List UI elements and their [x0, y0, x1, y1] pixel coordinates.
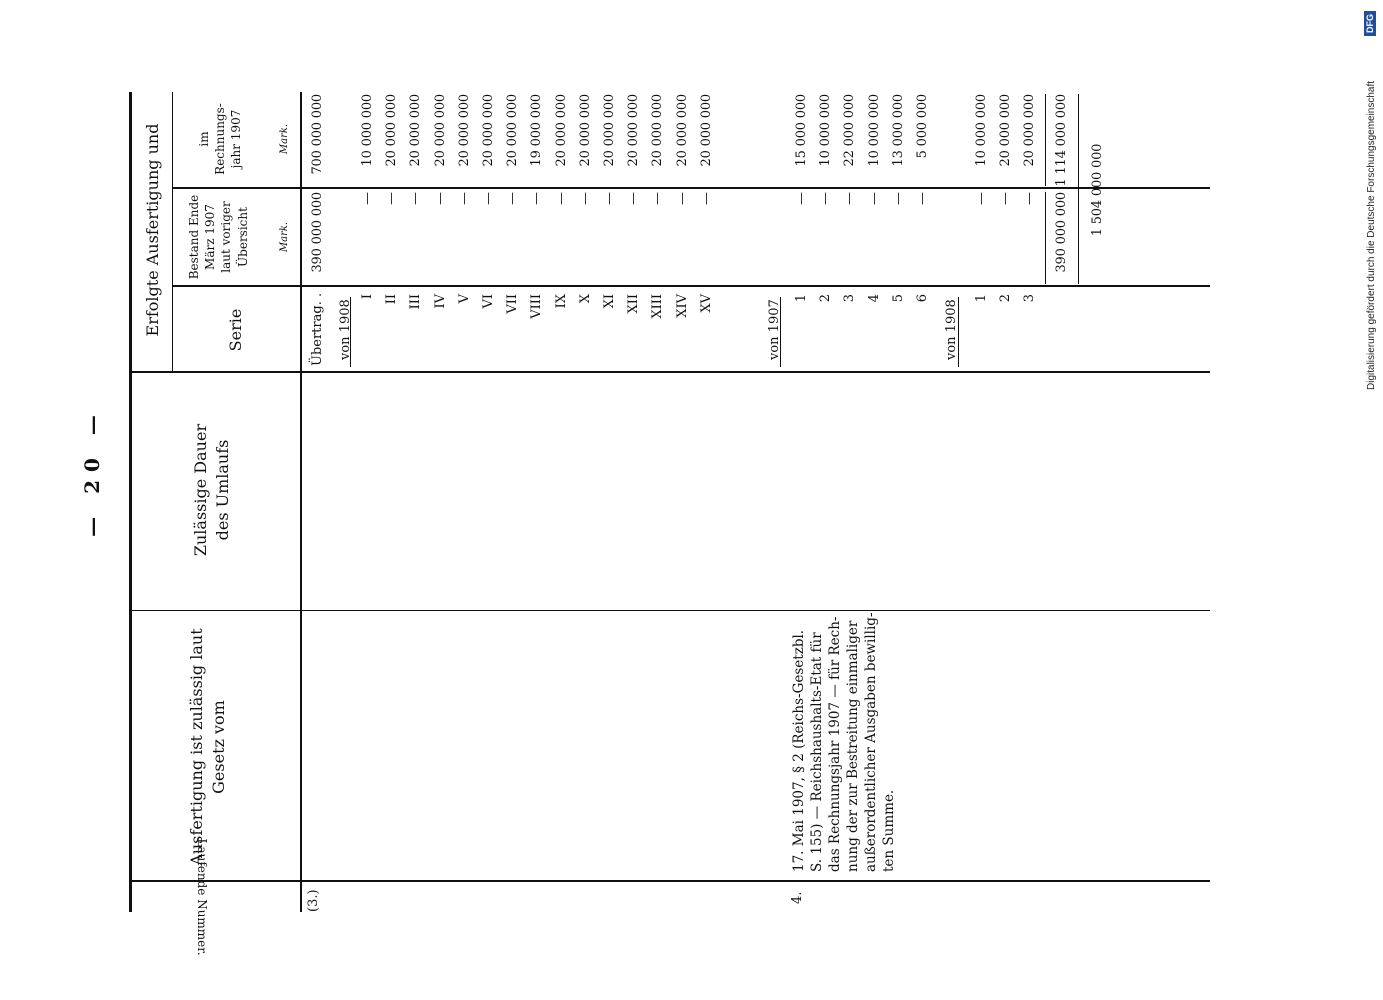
serie-label: 3 [842, 294, 858, 303]
law-text-line: 17. Mai 1907, § 2 (Reichs-Gesetzbl. [791, 629, 807, 872]
serie-bestand: — [866, 192, 882, 205]
uebertrag-rechnungsjahr: 700 000 000 [310, 94, 325, 175]
serie-label: 5 [890, 294, 906, 303]
serie-bestand: — [915, 192, 930, 205]
serie-label: V [456, 294, 472, 304]
serie-rechnungsjahr: 20 000 000 [998, 94, 1014, 167]
serie-bestand: — [529, 192, 545, 205]
serie-bestand: — [360, 192, 375, 205]
serie-bestand: — [890, 192, 906, 205]
dfg-credit: Digitalisierung gefördert durch die Deutsche Forschungsgemeinschaft [1366, 80, 1377, 390]
serie-label: 1 [794, 294, 809, 303]
serie-bestand: — [602, 192, 617, 205]
serie-rechnungsjahr: 20 000 000 [674, 94, 690, 167]
serie-rechnungsjahr: 20 000 000 [577, 94, 593, 167]
serie-bestand: — [698, 192, 714, 205]
serie-rechnungsjahr: 10 000 000 [360, 94, 375, 167]
total-line-bestand [1045, 192, 1046, 284]
serie-rechnungsjahr: 10 000 000 [818, 94, 834, 167]
serie-bestand: — [1022, 192, 1038, 205]
header-rechnungsjahr-unit: Mark. [279, 123, 290, 155]
law-text-line: nung der zur Bestreitung einmaliger [845, 620, 861, 872]
dfg-logo: DFG [1364, 11, 1376, 36]
serie-bestand: — [384, 192, 400, 205]
serie-rechnungsjahr: 20 000 000 [553, 94, 569, 167]
header-dauer: Zulässige Dauer des Umlaufs [191, 423, 232, 557]
uebertrag-bestand: 390 000 000 [310, 192, 325, 273]
law-text-line: das Rechnungsjahr 1907 — für Rech- [827, 616, 843, 872]
serie-label: XII [626, 294, 642, 314]
serie-label: X [577, 294, 593, 304]
serie-label: I [360, 294, 375, 300]
header-bestand-unit: Mark. [279, 221, 290, 253]
group-label-1908: von 1908 [338, 299, 353, 360]
uebertrag-label: Übertrag. . [310, 292, 325, 366]
serie-bestand: — [998, 192, 1014, 205]
serie-label: 2 [818, 294, 834, 303]
serie-label: XIV [674, 294, 690, 318]
total-line-rj [1045, 94, 1046, 186]
serie-rechnungsjahr: 19 000 000 [529, 94, 545, 167]
serie-rechnungsjahr: 20 000 000 [698, 94, 714, 167]
table-top-border [129, 92, 132, 912]
header-bottom-line [300, 92, 302, 912]
serie-bestand: — [818, 192, 834, 205]
serie-label: 3 [1022, 294, 1038, 303]
group-label-1908-b: von 1908 [944, 299, 959, 360]
col-sep-gesetz [130, 610, 1210, 611]
header-gesetz: Ausfertigung ist zulässig laut Gesetz vom [187, 628, 228, 866]
serie-rechnungsjahr: 20 000 000 [650, 94, 666, 167]
serie-label: 2 [998, 294, 1014, 303]
law-text-line: ten Summe. [881, 789, 897, 872]
row-number-4: 4. [790, 891, 805, 904]
serie-bestand: — [842, 192, 858, 205]
serie-rechnungsjahr: 20 000 000 [384, 94, 400, 167]
law-text-line: S. 155) — Reichshaushalts-Etat für [809, 632, 825, 872]
law-reference-text [790, 612, 898, 872]
serie-label: IX [553, 294, 569, 309]
serie-label: XV [698, 294, 714, 313]
serie-rechnungsjahr: 20 000 000 [456, 94, 472, 167]
col-sep-nummer [130, 881, 1210, 883]
serie-label: 6 [915, 294, 930, 303]
serie-label: XI [602, 294, 617, 309]
serie-bestand: — [974, 192, 989, 205]
serie-rechnungsjahr: 22 000 000 [842, 94, 858, 167]
total-bestand: 390 000 000 [1054, 192, 1069, 273]
serie-label: XIII [650, 294, 666, 319]
serie-rechnungsjahr: 20 000 000 [602, 94, 617, 167]
serie-bestand: — [674, 192, 690, 205]
serie-rechnungsjahr: 20 000 000 [481, 94, 496, 167]
serie-label: II [384, 294, 400, 305]
serie-rechnungsjahr: 20 000 000 [408, 94, 424, 167]
header-laufende-nummer: Laufende Nummer. [195, 838, 209, 956]
serie-rechnungsjahr: 20 000 000 [1022, 94, 1038, 167]
serie-bestand: — [577, 192, 593, 205]
header-rechnungsjahr: im Rechnungs-jahr 1907 [197, 103, 244, 175]
serie-bestand: — [408, 192, 424, 205]
serie-rechnungsjahr: 13 000 000 [890, 94, 906, 167]
serie-label: VIII [529, 294, 545, 319]
grand-total: 1 504 000 000 [1090, 143, 1105, 237]
page-number: — 20 — [80, 407, 104, 537]
serie-bestand: — [650, 192, 666, 205]
serie-bestand: — [626, 192, 642, 205]
serie-rechnungsjahr: 5 000 000 [915, 94, 930, 159]
erfolgte-subheader-line [172, 92, 173, 372]
serie-bestand: — [794, 192, 809, 205]
serie-rechnungsjahr: 10 000 000 [866, 94, 882, 167]
serie-label: VI [481, 294, 496, 309]
serie-rechnungsjahr: 10 000 000 [974, 94, 989, 167]
serie-bestand: — [553, 192, 569, 205]
serie-bestand: — [432, 192, 448, 205]
serie-label: 1 [974, 294, 989, 303]
serie-bestand: — [505, 192, 521, 205]
header-erfolgte: Erfolgte Ausfertigung und [143, 123, 162, 337]
law-text-line: außerordentlicher Ausgaben bewillig- [863, 612, 879, 872]
serie-bestand: — [456, 192, 472, 205]
row-number-3: (3.) [306, 889, 321, 912]
serie-label: IV [432, 294, 448, 309]
total-rechnungsjahr: 1 114 000 000 [1054, 94, 1069, 187]
group-label-1907: von 1907 [767, 299, 782, 360]
serie-rechnungsjahr: 15 000 000 [794, 94, 809, 167]
serie-label: 4 [866, 294, 882, 303]
header-bestand: Bestand Ende März 1907 laut voriger Übersicht [187, 194, 250, 280]
header-serie: Serie [226, 308, 245, 352]
serie-rechnungsjahr: 20 000 000 [505, 94, 521, 167]
serie-rechnungsjahr: 20 000 000 [626, 94, 642, 167]
serie-label: III [408, 294, 424, 310]
serie-bestand: — [481, 192, 496, 205]
serie-label: VII [505, 294, 521, 314]
serie-rechnungsjahr: 20 000 000 [432, 94, 448, 167]
col-sep-dauer [130, 372, 1210, 374]
